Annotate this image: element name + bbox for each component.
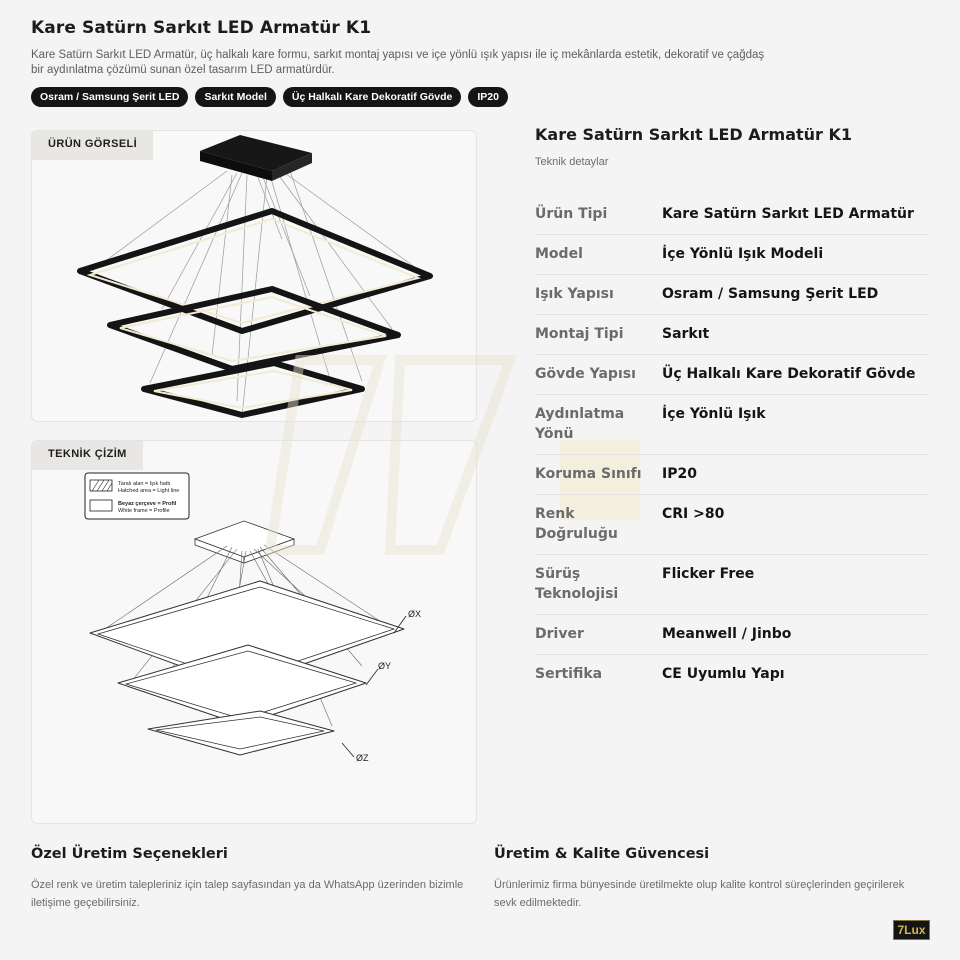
technical-drawing-image[interactable] [32,441,477,824]
spec-row [535,275,928,315]
spec-value: CE Uyumlu Yapı [662,666,785,682]
spec-value: CRI >80 [662,506,725,522]
spec-value: İçe Yönlü Işık Modeli [662,246,824,262]
spec-key: Model [535,246,583,262]
tag-ip-rating[interactable]: IP20 [468,87,508,107]
spec-key: Sürüş Teknolojisi [535,566,619,602]
legend-hatched-en: Hatched area = Light line [118,488,180,494]
spec-key: Koruma Sınıfı [535,466,642,482]
spec-key: Driver [535,626,584,642]
spec-value: Meanwell / Jinbo [662,626,792,642]
tag-body[interactable]: Üç Halkalı Kare Dekoratif Gövde [283,87,461,107]
spec-key: Ürün Tipi [535,206,608,222]
spec-row [535,355,928,395]
spec-value: IP20 [662,466,697,482]
spec-value: Flicker Free [662,566,755,582]
spec-row [535,235,928,275]
spec-key: Renk Doğruluğu [535,506,618,542]
spec-key: Sertifika [535,666,603,682]
product-image-label: ÜRÜN GÖRSELİ [32,131,153,160]
technical-drawing-label: TEKNİK ÇİZİM [32,441,143,470]
spec-key: Aydınlatma Yönü [535,406,625,442]
tag-model[interactable]: Sarkıt Model [195,87,275,107]
spec-value: Üç Halkalı Kare Dekoratif Gövde [662,366,916,382]
spec-value: İçe Yönlü Işık [662,406,766,422]
custom-production-text: Özel renk ve üretim talepleriniz için talep sayfasından ya da WhatsApp üzerinden bizimle iletişime geçebilirsiniz. [31,879,464,909]
brand-logo[interactable]: 7Lux [893,920,930,940]
spec-key: Işık Yapısı [535,286,614,302]
spec-row [535,315,928,355]
spec-key: Gövde Yapısı [535,366,636,382]
quality-title: Üretim & Kalite Güvencesi [494,846,710,862]
spec-value: Kare Satürn Sarkıt LED Armatür [662,206,914,222]
custom-production-title: Özel Üretim Seçenekleri [31,846,228,862]
spec-row [535,495,928,555]
spec-key: Montaj Tipi [535,326,624,342]
page-description: Kare Satürn Sarkıt LED Armatür, üç halkalı kare formu, sarkıt montaj yapısı ve içe yönlü ışık yapısı ile iç mekânlarda estetik, dekoratif ve çağdaş bir aydınlatma çözümü sunan özel tasarım LED armatürdür. [31,49,765,76]
pendant-lamp-image[interactable] [32,131,477,422]
technical-drawing-card [31,440,477,824]
spec-row [535,395,928,455]
spec-title: Kare Satürn Sarkıt LED Armatür K1 [535,125,853,144]
dimension-y-label: ØY [378,661,392,671]
legend-white-tr: Beyaz çerçeve = Profil [118,501,177,507]
tag-list [31,87,508,107]
legend-white-en: White frame = Profile [118,508,170,514]
legend-hatched-tr: Taralı alan = Işık hattı [118,481,171,487]
page-title: Kare Satürn Sarkıt LED Armatür K1 [31,18,372,38]
spec-row [535,655,928,694]
spec-value: Osram / Samsung Şerit LED [662,286,879,302]
spec-row [535,615,928,655]
spec-row [535,555,928,615]
spec-row [535,455,928,495]
dimension-x-label: ØX [408,609,422,619]
tag-light-source[interactable]: Osram / Samsung Şerit LED [31,87,188,107]
spec-value: Sarkıt [662,326,710,342]
spec-subtitle: Teknik detaylar [535,156,609,168]
spec-row [535,195,928,235]
product-image-card [31,130,477,422]
quality-text: Ürünlerimiz firma bünyesinde üretilmekte olup kalite kontrol süreçlerinden geçirilerek sevk edilmektedir. [494,879,905,909]
dimension-z-label: ØZ [356,753,369,763]
spec-table [535,195,928,694]
